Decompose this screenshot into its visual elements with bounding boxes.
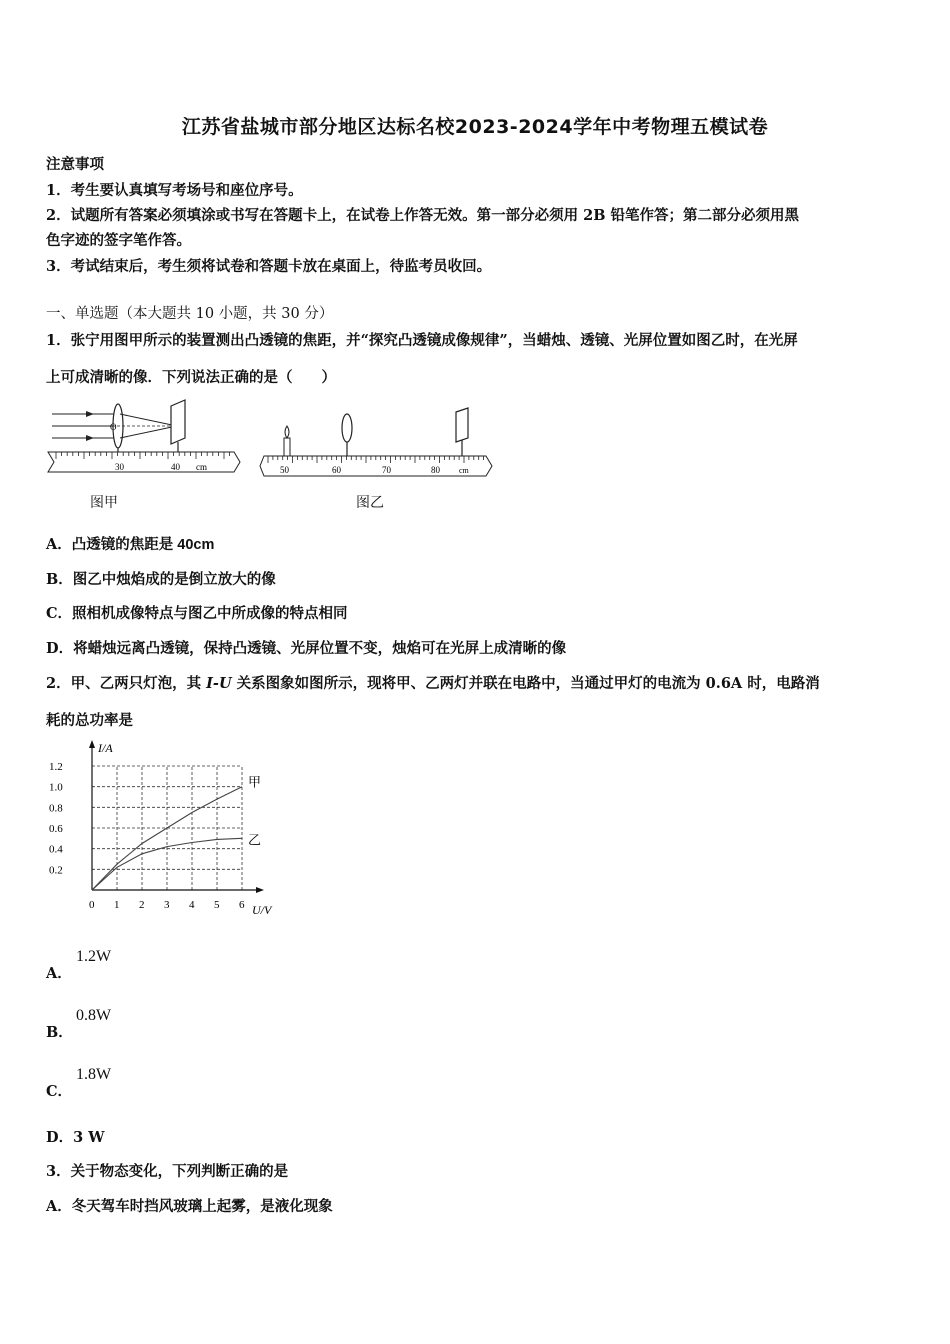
q2-option-a[interactable] [46, 948, 246, 980]
caption-jia: 图甲 [90, 494, 118, 510]
section-heading: 一、单选题（本大题共 10 小题，共 30 分） [46, 306, 334, 322]
q1-option-b[interactable] [46, 568, 906, 589]
y-tick-label: 1.2 [49, 761, 63, 773]
q1-option-c[interactable] [46, 602, 906, 623]
y-tick-label: 0.8 [49, 802, 63, 815]
x-axis-label: U/V [252, 903, 272, 917]
q2-option-d[interactable] [46, 1126, 906, 1147]
option-letter: B． [46, 571, 73, 588]
x-axis-arrow [256, 887, 264, 893]
notes-item: 2．试题所有答案必须填涂或书写在答题卡上，在试卷上作答无效。第一部分必须用 2B 铅笔作答；第二部分必须用黑 [46, 207, 800, 224]
notes-heading: 注意事项 [46, 156, 104, 173]
option-letter: A． [46, 536, 72, 553]
option-text: 照相机成像特点与图乙中所成像的特点相同 [72, 605, 348, 622]
series-label: 甲 [248, 774, 262, 790]
question-2-text-2: 耗的总功率是 [46, 712, 133, 729]
option-text: 0.8W [76, 1007, 112, 1024]
option-letter: D． [46, 1129, 74, 1146]
lens-label: O [110, 422, 117, 432]
ruler-label-40: 40 [171, 462, 180, 472]
iu-chart [44, 738, 272, 918]
y-tick-label: 0.4 [49, 843, 63, 856]
x-tick-label: 4 [189, 899, 195, 911]
y-tick-label: 0.6 [49, 823, 63, 835]
notes-item: 3．考试结束后，考生须将试卷和答题卡放在桌面上，待监考员收回。 [46, 258, 492, 275]
x-tick-label: 6 [239, 899, 245, 911]
option-text: 1.2W [76, 948, 112, 965]
option-letter: D． [46, 640, 74, 657]
option-text: 凸透镜的焦距是 40cm [71, 537, 215, 553]
q1-option-a[interactable] [46, 533, 906, 554]
option-letter: C． [46, 605, 73, 622]
y-tick-label: 1.0 [49, 781, 63, 794]
q1-option-d[interactable] [46, 637, 906, 658]
ruler-label-60: 60 [332, 465, 341, 475]
notes-item: 1．考生要认真填写考场号和座位序号。 [46, 182, 303, 199]
ruler-label-70: 70 [382, 465, 391, 475]
page-title: 江苏省盐城市部分地区达标名校2023-2024学年中考物理五模试卷 [181, 116, 769, 138]
q2-option-c[interactable] [46, 1066, 246, 1098]
q3-option-a[interactable]: A．冬天驾车时挡风玻璃上起雾，是液化现象 [46, 1198, 333, 1215]
x-tick-label: 3 [164, 899, 170, 911]
y-axis-label: I/A [98, 741, 113, 755]
caption-yi: 图乙 [356, 494, 384, 510]
question-3-text: 3．关于物态变化，下列判断正确的是 [46, 1163, 289, 1180]
ruler-unit: cm [459, 466, 469, 475]
option-text: 3 W [73, 1129, 105, 1146]
option-letter: C． [46, 1083, 73, 1100]
question-2-text [46, 672, 906, 693]
x-tick-label: 2 [139, 899, 145, 911]
q2-text-part: 关系图象如图所示，现将甲、乙两灯并联在电路中，当通过甲灯的电流为 0.6A 时，电路消 [231, 675, 820, 692]
ruler-unit: cm [196, 462, 207, 472]
option-letter: A． [46, 965, 72, 982]
q2-iu-symbol: I-U [206, 675, 232, 692]
option-letter: B． [46, 1024, 73, 1041]
x-tick-label: 5 [214, 899, 220, 911]
ruler-label-30: 30 [115, 462, 124, 472]
figure-yi [258, 404, 496, 480]
y-tick-label: 0.2 [49, 864, 63, 877]
series-label: 乙 [248, 832, 262, 848]
q2-option-b[interactable] [46, 1007, 246, 1039]
ruler-label-80: 80 [431, 465, 440, 475]
option-text: 将蜡烛远离凸透镜，保持凸透镜、光屏位置不变，烛焰可在光屏上成清晰的像 [73, 640, 567, 657]
figure-jia [44, 392, 244, 482]
option-text: 图乙中烛焰成的是倒立放大的像 [72, 571, 276, 588]
notes-item: 色字迹的签字笔作答。 [46, 232, 191, 249]
q2-text-part: 2．甲、乙两只灯泡，其 [46, 675, 207, 692]
ruler-label-50: 50 [280, 465, 289, 475]
option-text: 1.8W [76, 1066, 112, 1083]
question-1-text-2: 上可成清晰的像．下列说法正确的是（ ） [46, 369, 336, 386]
y-axis-arrow [89, 740, 95, 748]
x-tick-label: 0 [89, 899, 95, 911]
question-1-text: 1．张宁用图甲所示的装置测出凸透镜的焦距，并“探究凸透镜成像规律”，当蜡烛、透镜、光屏位置如图乙时，在光屏 [46, 332, 798, 349]
x-tick-label: 1 [114, 899, 120, 911]
